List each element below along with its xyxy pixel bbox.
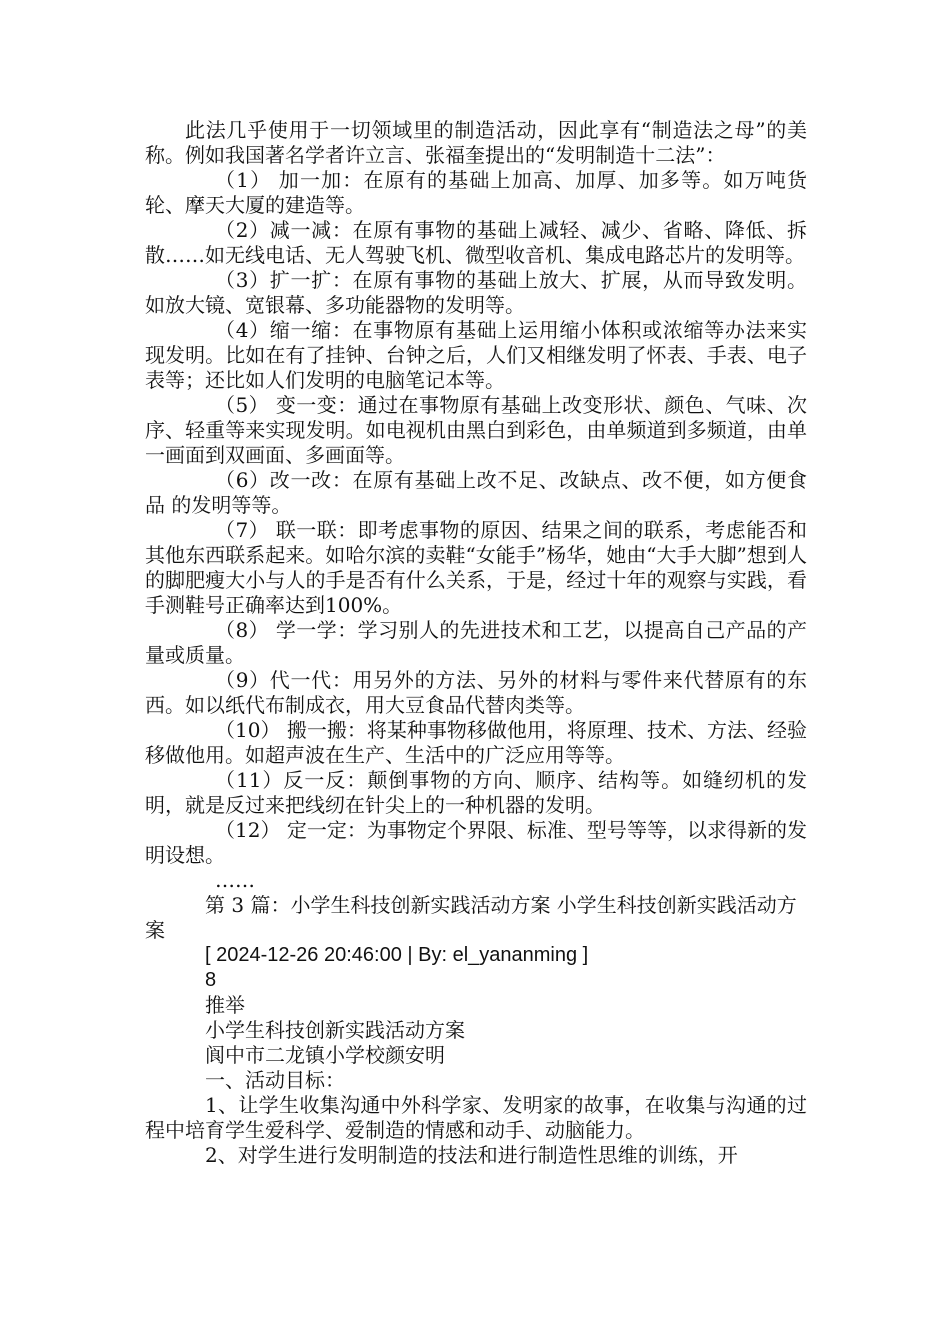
article-heading: 第 3 篇：小学生科技创新实践活动方案 小学生科技创新实践活动方案 xyxy=(145,893,797,942)
method-item: （4）缩一缩：在事物原有基础上运用缩小体积或浓缩等办法来实现发明。比如在有了挂钟、台钟之后，人们又相继发明了怀表、手表、电子表等；还比如人们发明的电脑笔记本等。 xyxy=(145,318,807,392)
method-item: （9）代一代：用另外的方法、另外的材料与零件来代替原有的东西。如以纸代布制成衣，用大豆食品代替肉类等。 xyxy=(145,668,807,717)
method-list xyxy=(145,168,807,868)
article-meta: [ 2024-12-26 20:46:00 | By: el_yananming ] xyxy=(205,944,589,966)
article-count: 8 xyxy=(205,969,217,991)
article-author: 阆中市二龙镇小学校颜安明 xyxy=(205,1043,445,1067)
intro-paragraph: 此法几乎使用于一切领域里的制造活动，因此享有“制造法之母”的美称。例如我国著名学者许立言、张福奎提出的“发明制造十二法”： xyxy=(145,118,807,167)
goal-paragraph: 1、让学生收集沟通中外科学家、发明家的故事，在收集与沟通的过程中培育学生爱科学、爱制造的情感和动手、动脑能力。 xyxy=(145,1093,807,1142)
article-title: 小学生科技创新实践活动方案 xyxy=(205,1018,465,1042)
method-item: （6）改一改：在原有基础上改不足、改缺点、改不便，如方便食品 的发明等等。 xyxy=(145,468,807,517)
method-item: （11）反一反：颠倒事物的方向、顺序、结构等。如缝纫机的发明，就是反过来把线纫在针尖上的一种机器的发明。 xyxy=(145,768,807,817)
goal-paragraph: 2、对学生进行发明制造的技法和进行制造性思维的训练，开 xyxy=(205,1143,738,1167)
method-item: （8） 学一学：学习别人的先进技术和工艺，以提高自己产品的产量或质量。 xyxy=(145,618,807,667)
section-heading: 一、活动目标： xyxy=(205,1068,345,1092)
method-item: （3）扩一扩：在原有事物的基础上放大、扩展，从而导致发明。如放大镜、宽银幕、多功能器物的发明等。 xyxy=(145,268,807,317)
method-item: （1） 加一加：在原有的基础上加高、加厚、加多等。如万吨货轮、摩天大厦的建造等。 xyxy=(145,168,807,217)
ellipsis-mark: …… xyxy=(215,868,255,892)
method-item: （2）减一减：在原有事物的基础上减轻、减少、省略、降低、拆散……如无线电话、无人驾驶飞机、微型收音机、集成电路芯片的发明等。 xyxy=(145,218,807,267)
method-item: （5） 变一变：通过在事物原有基础上改变形状、颜色、气味、次序、轻重等来实现发明。如电视机由黑白到彩色，由单频道到多频道，由单一画面到双画面、多画面等。 xyxy=(145,393,807,467)
method-item: （7） 联一联：即考虑事物的原因、结果之间的联系，考虑能否和其他东西联系起来。如哈尔滨的卖鞋“女能手”杨华，她由“大手大脚”想到人的脚肥瘦大小与人的手是否有什么关系，于是，经过十年的观察与实践，看手测鞋号正确率达到100%。 xyxy=(145,518,807,617)
article-tag: 推举 xyxy=(205,993,245,1017)
document-page xyxy=(145,118,807,1168)
method-item: （12） 定一定：为事物定个界限、标准、型号等等，以求得新的发明设想。 xyxy=(145,818,807,867)
method-item: （10） 搬一搬：将某种事物移做他用，将原理、技术、方法、经验移做他用。如超声波在生产、生活中的广泛应用等等。 xyxy=(145,718,807,767)
